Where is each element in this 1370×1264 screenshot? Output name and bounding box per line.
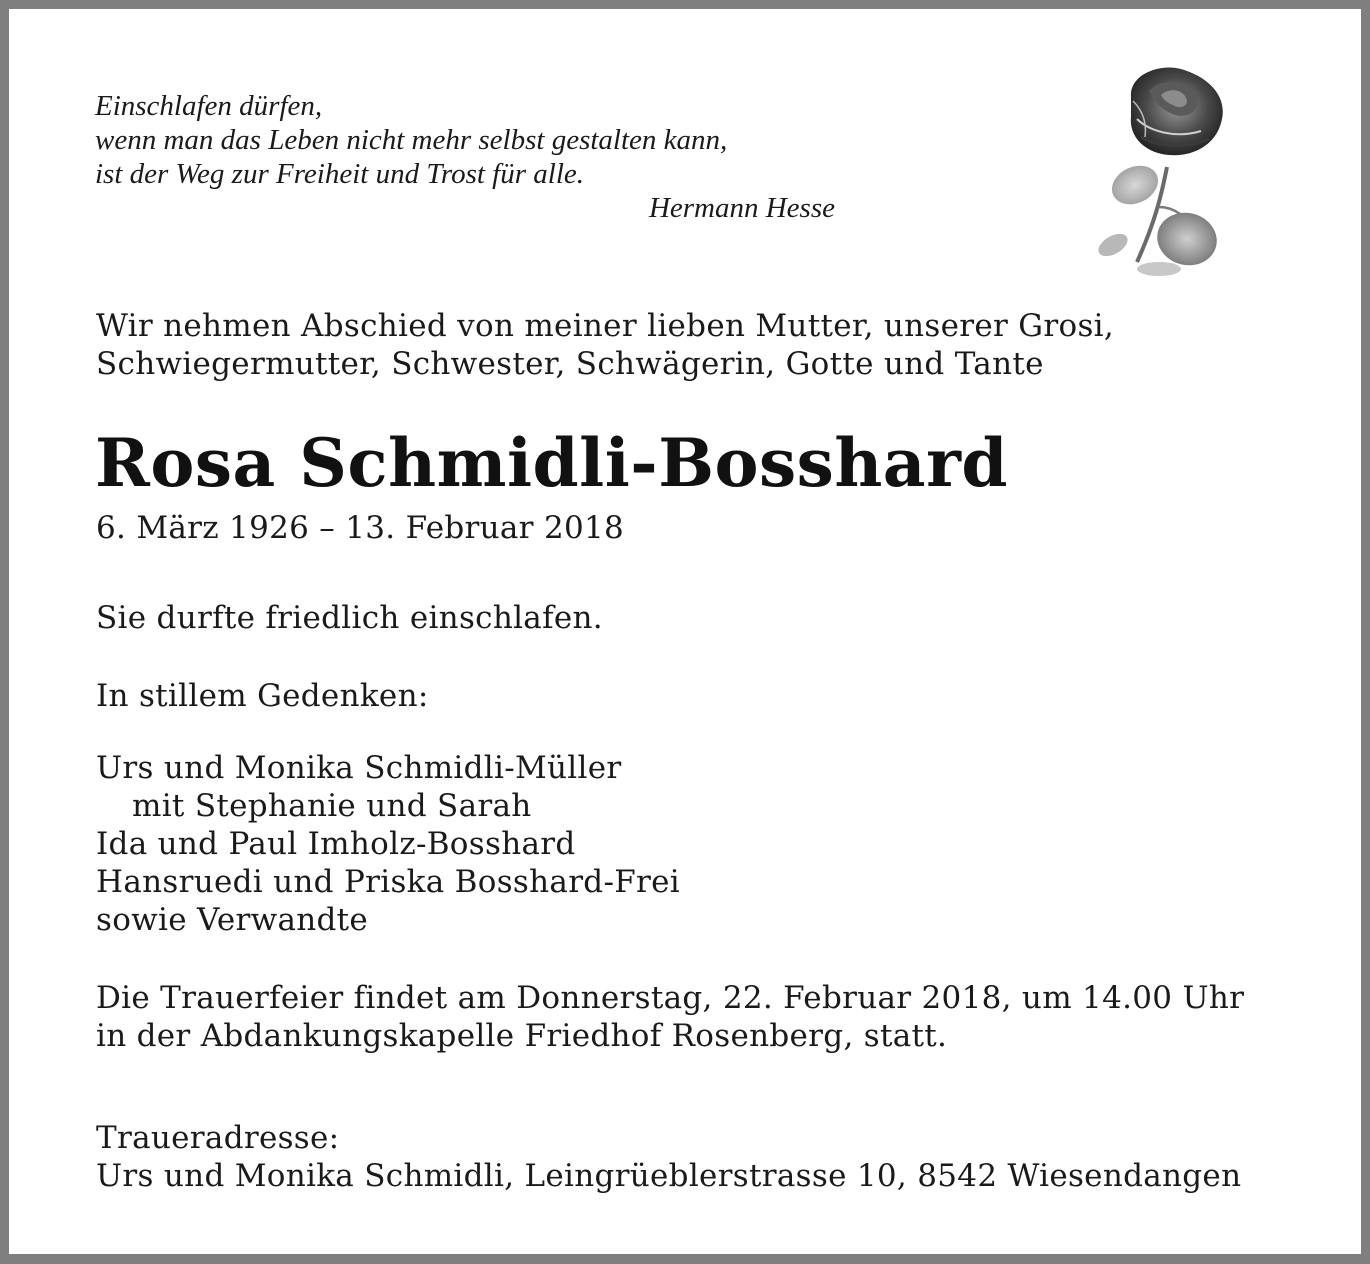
mourning-address bbox=[96, 1119, 1241, 1195]
quote-line-2: wenn man das Leben nicht mehr selbst gestalten kann, bbox=[95, 124, 728, 156]
peaceful-sentence: Sie durfte friedlich einschlafen. bbox=[96, 600, 603, 636]
family-member: Hansruedi und Priska Bosshard-Frei bbox=[96, 864, 681, 900]
intro-line-1: Wir nehmen Abschied von meiner lieben Mutter, unserer Grosi, bbox=[96, 308, 1115, 344]
quote-line-1: Einschlafen dürfen, bbox=[95, 90, 323, 122]
deceased-name: Rosa Schmidli-Bosshard bbox=[95, 424, 1008, 502]
service-info bbox=[96, 979, 1244, 1055]
service-line-1: Die Trauerfeier findet am Donnerstag, 22. Februar 2018, um 14.00 Uhr bbox=[96, 980, 1245, 1016]
family-list bbox=[96, 749, 680, 939]
service-line-2: in der Abdankungskapelle Friedhof Rosenberg, statt. bbox=[96, 1018, 948, 1054]
address-label: Traueradresse: bbox=[96, 1120, 340, 1156]
family-member: Ida und Paul Imholz-Bosshard bbox=[96, 826, 576, 862]
intro-line-2: Schwiegermutter, Schwester, Schwägerin, Gotte und Tante bbox=[96, 346, 1044, 382]
intro-text bbox=[96, 307, 1114, 383]
quote-block bbox=[95, 89, 835, 225]
address-value: Urs und Monika Schmidli, Leingrüeblerstrasse 10, 8542 Wiesendangen bbox=[96, 1158, 1242, 1194]
rose-icon bbox=[1089, 57, 1249, 279]
quote-line-3: ist der Weg zur Freiheit und Trost für alle. bbox=[95, 158, 584, 190]
family-member: mit Stephanie und Sarah bbox=[132, 788, 532, 824]
family-member: sowie Verwandte bbox=[96, 902, 369, 938]
quote-author: Hermann Hesse bbox=[648, 192, 835, 224]
life-dates: 6. März 1926 – 13. Februar 2018 bbox=[96, 510, 625, 546]
family-member: Urs und Monika Schmidli-Müller bbox=[96, 750, 622, 786]
remembrance-heading: In stillem Gedenken: bbox=[96, 678, 429, 714]
